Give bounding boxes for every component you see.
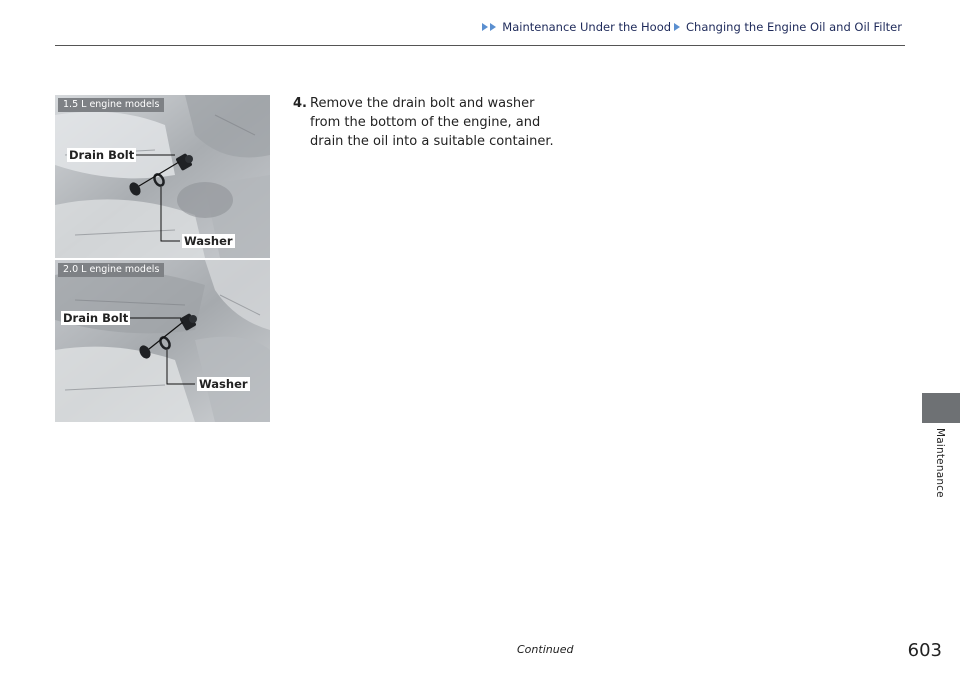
step-number: 4. xyxy=(293,96,307,111)
engine-illustration-2 xyxy=(55,260,270,422)
continued-label: Continued xyxy=(517,643,574,656)
engine-drawing xyxy=(55,95,270,258)
section-tab xyxy=(922,393,960,423)
section-tab-label: Maintenance xyxy=(934,428,946,498)
engine-illustration-1 xyxy=(55,95,270,258)
double-triangle-icon xyxy=(482,23,497,31)
breadcrumb xyxy=(482,20,902,34)
model-label: 1.5 L engine models xyxy=(58,98,164,112)
callout-drain-bolt: Drain Bolt xyxy=(69,148,135,162)
breadcrumb-item-topic: Changing the Engine Oil and Oil Filter xyxy=(686,20,902,34)
triangle-icon xyxy=(674,23,681,31)
callout-washer: Washer xyxy=(184,234,233,248)
callout-drain-bolt: Drain Bolt xyxy=(63,311,129,325)
engine-drawing xyxy=(55,260,270,422)
page-number: 603 xyxy=(907,640,942,661)
breadcrumb-item-section: Maintenance Under the Hood xyxy=(502,20,672,34)
step-text: Remove the drain bolt and washer from the bottom of the engine, and drain the oil into a suitable container. xyxy=(310,96,554,149)
callout-washer: Washer xyxy=(199,377,248,391)
header-rule xyxy=(55,45,905,46)
instruction-step xyxy=(293,94,568,151)
model-label: 2.0 L engine models xyxy=(58,263,164,277)
